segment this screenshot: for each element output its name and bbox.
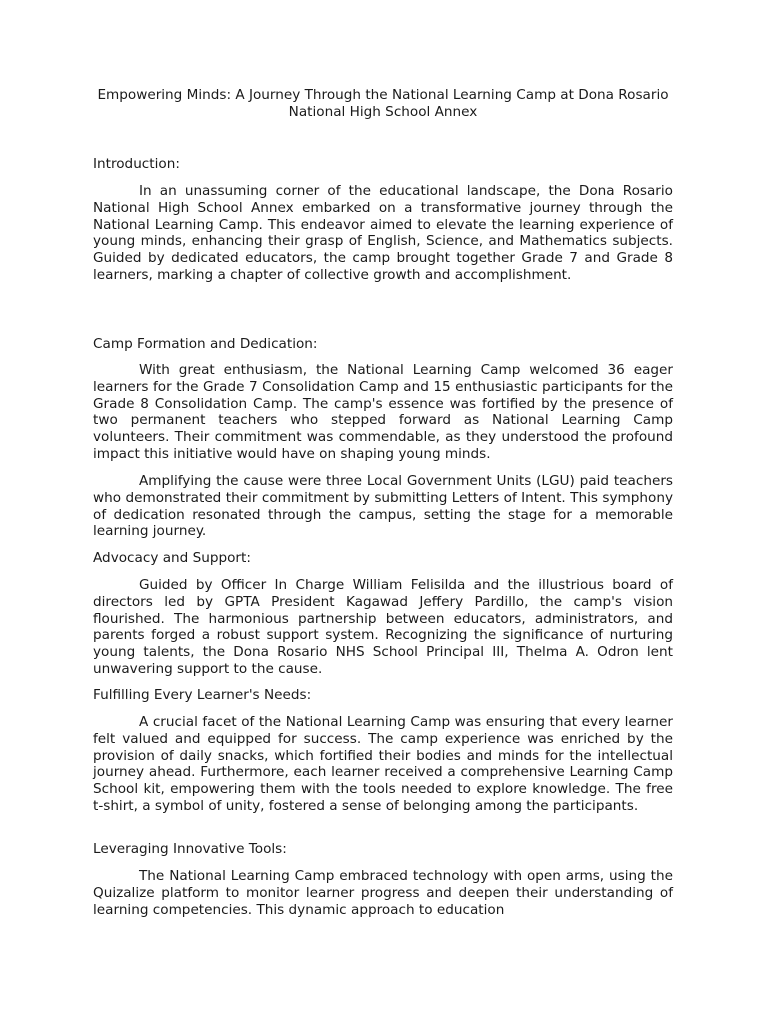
section-heading-advocacy: Advocacy and Support:	[93, 550, 251, 566]
camp-formation-paragraph-1: With great enthusiasm, the National Learning Camp welcomed 36 eager learners for the Grade 7 Consolidation Camp and 15 enthusiastic participants for the Grade 8 Consolidation Camp. The camp's essence was fortified by the presence of two permanent teachers who stepped forward as National Learning Camp volunteers. Their commitment was commendable, as they understood the profound impact this initiative would have on shaping young minds.	[93, 362, 673, 462]
camp-formation-paragraph-2: Amplifying the cause were three Local Government Units (LGU) paid teachers who demonstrated their commitment by submitting Letters of Intent. This symphony of dedication resonated through the campus, setting the stage for a memorable learning journey.	[93, 473, 673, 540]
learner-needs-paragraph: A crucial facet of the National Learning Camp was ensuring that every learner felt valued and equipped for success. The camp experience was enriched by the provision of daily snacks, which fortified their bodies and minds for the intellectual journey ahead. Furthermore, each learner received a comprehensive Learning Camp School kit, empowering them with the tools needed to explore knowledge. The free t-shirt, a symbol of unity, fostered a sense of belonging among the participants.	[93, 714, 673, 814]
section-heading-camp-formation: Camp Formation and Dedication:	[93, 336, 318, 352]
document-title: Empowering Minds: A Journey Through the National Learning Camp at Dona Rosario National High School Annex	[97, 87, 669, 120]
introduction-paragraph: In an unassuming corner of the educational landscape, the Dona Rosario National High School Annex embarked on a transformative journey through the National Learning Camp. This endeavor aimed to elevate the learning experience of young minds, enhancing their grasp of English, Science, and Mathematics subjects. Guided by dedicated educators, the camp brought together Grade 7 and Grade 8 learners, marking a chapter of collective growth and accomplishment.	[93, 183, 673, 283]
section-heading-introduction: Introduction:	[93, 156, 180, 172]
section-heading-learner-needs: Fulfilling Every Learner's Needs:	[93, 687, 312, 703]
advocacy-paragraph: Guided by Officer In Charge William Felisilda and the illustrious board of directors led by GPTA President Kagawad Jeffery Pardillo, the camp's vision flourished. The harmonious partnership between educators, administrators, and parents forged a robust support system. Recognizing the significance of nurturing young talents, the Dona Rosario NHS School Principal III, Thelma A. Odron lent unwavering support to the cause.	[93, 577, 673, 677]
innovative-tools-paragraph: The National Learning Camp embraced technology with open arms, using the Quizalize platform to monitor learner progress and deepen their understanding of learning competencies. This dynamic approach to education	[93, 868, 673, 918]
section-heading-innovative-tools: Leveraging Innovative Tools:	[93, 841, 287, 857]
